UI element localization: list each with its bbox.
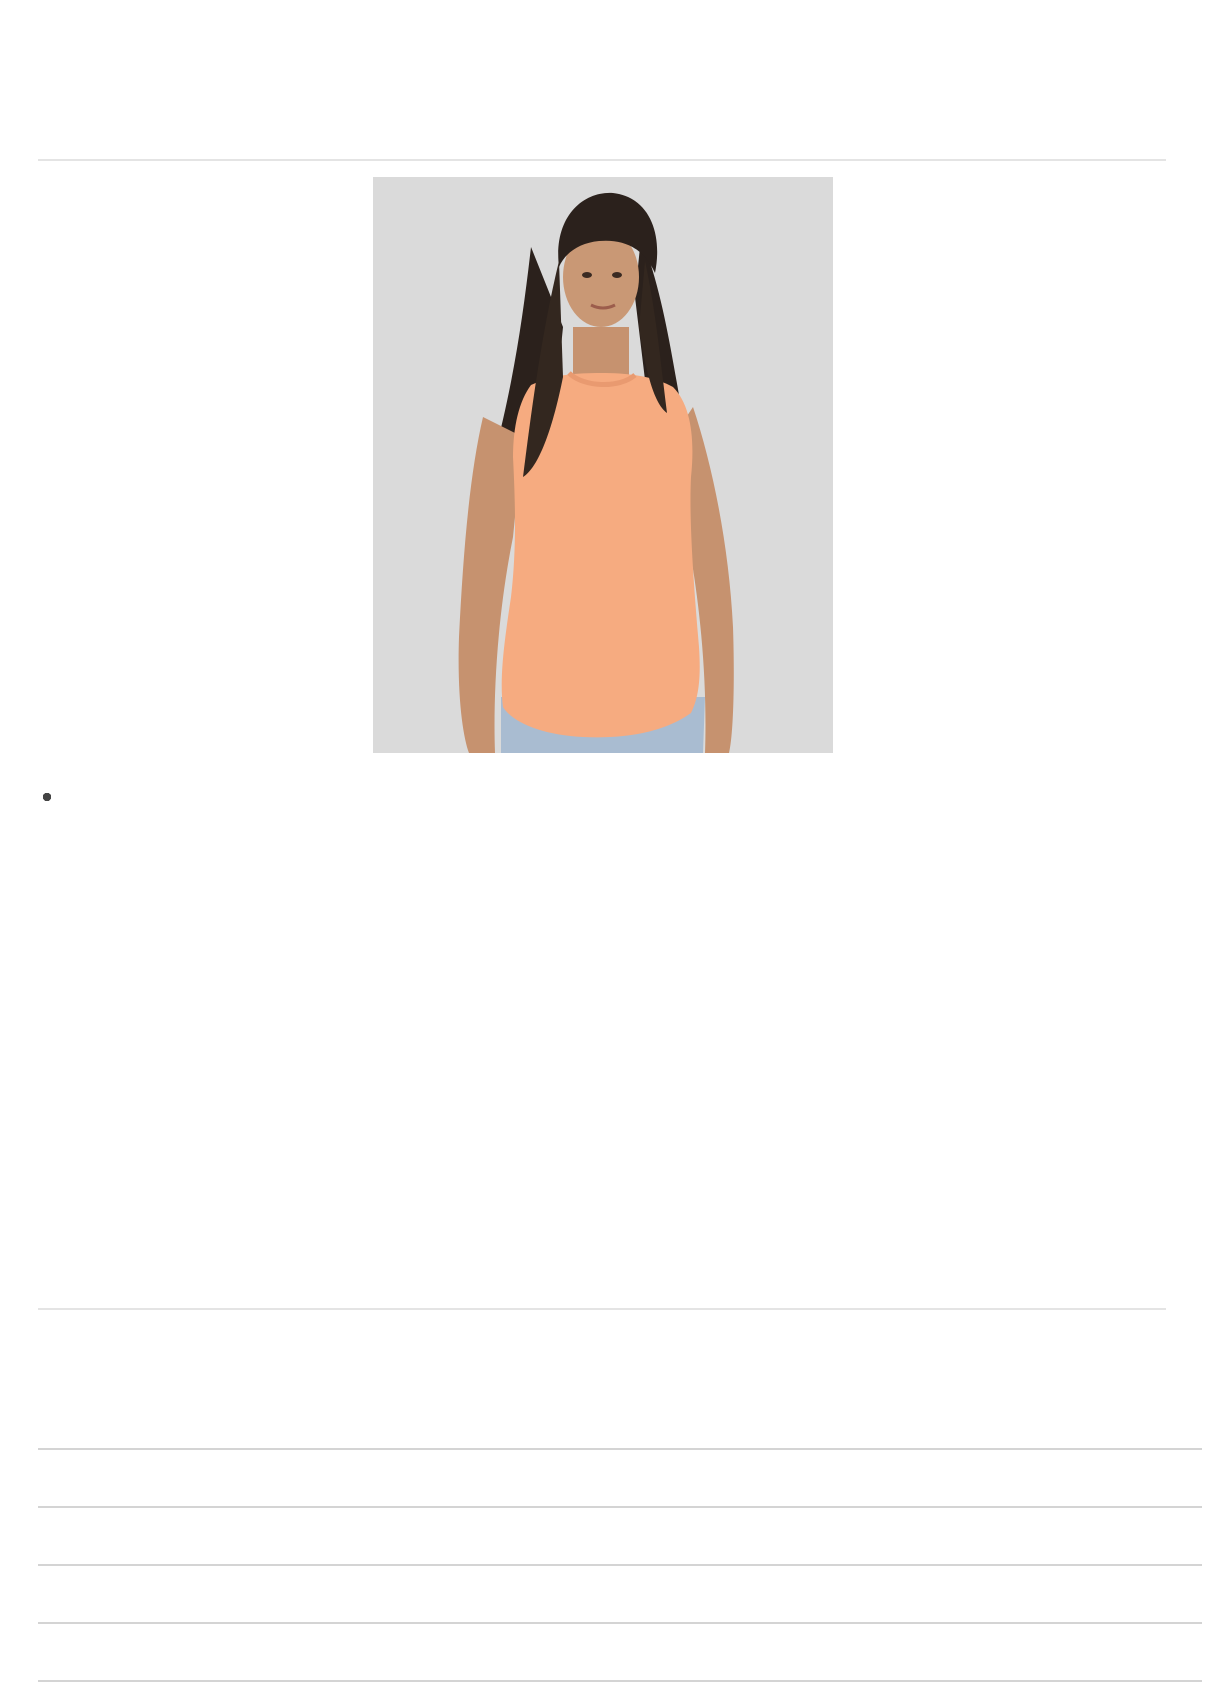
product-photo [373,177,833,753]
section-divider [38,1308,1166,1310]
header-divider [38,159,1166,161]
table-header [38,1408,1202,1450]
table-row [38,1624,1202,1682]
model-wearing-tank-illustration [373,177,833,753]
brand-logo [820,22,1170,44]
table-row [38,1566,1202,1624]
measurements-table [38,1408,1202,1682]
table-row [38,1450,1202,1508]
table-row [38,1508,1202,1566]
